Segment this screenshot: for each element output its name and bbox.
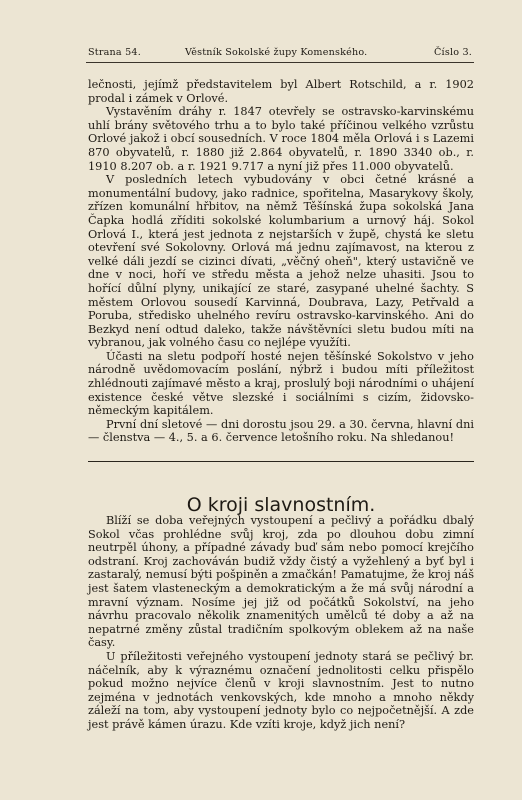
section-divider (88, 461, 474, 462)
article-title: O kroji slavnostním. (186, 493, 376, 516)
paragraph: U příležitosti veřejného vystoupení jednoty stará se pečlivý br. náčelník, aby k výraznému označení jednolitosti celku přispělo pokud možno nejvíce členů v kroji slavnostním. Jest to nutno zejména v jednotách venkovských, kde mnoho a mnoho někdy záleží na tom, aby vystoupení jednoty bylo co nejpočetnější. A zde jest právě kámen úrazu. Kde vzíti kroje, když jich není? (88, 649, 474, 731)
running-header (88, 47, 472, 63)
paragraph: lečnosti, jejímž představitelem byl Albert Rotschild, a r. 1902 prodal i zámek v Orlové. (88, 78, 474, 105)
paragraph: Vystavěním dráhy r. 1847 otevřely se ostravsko-karvinskému uhlí brány světového trhu a to bylo také příčinou velkého vzrůstu Orlové jakož i obcí sousedních. V roce 1804 měla Orlová i s Lazemi 870 obyvatelů, r. 1880 již 2.864 obyvatelů, r. 1890 3340 ob., r. 1910 8.207 ob. a r. 1921 9.717 a nyní již přes 11.000 obyvatelů. (88, 105, 474, 173)
article-body (88, 514, 474, 732)
paragraph: Blíží se doba veřejných vystoupení a pečlivý a pořádku dbalý Sokol včas prohlédne svůj kroj, zda po dlouhou dobu zimní neutrpěl úhony, a případné závady buď sám nebo pomocí krejčího odstraní. Kroj zachováván budiž vždy čistý a vyžehlený a byť byl i zastaralý, nemusí býti pošpiněn a zmačkán! Pamatujme, že kroj náš jest šatem vlasteneckým a demokratickým a že má svůj národní a mravní význam. Nosíme jej již od počátků Sokolství, na jeho návrhu pracovalo několik znamenitých umělců té doby a až na nepatrné změny zůstal tradičním spolkovým oblekem až na naše časy. (88, 514, 474, 650)
header-rule (86, 62, 474, 63)
paragraph: Účasti na sletu podpoří hosté nejen těšínské Sokolstvo v jeho národně uvědomovacím poslání, nýbrž i budou míti příležitost zhlédnouti zajímavé město a kraj, proslulý boji národními o uhájení existence české větve slezské i sociálními s cizím, židovsko-německým kapitálem. (88, 349, 474, 418)
journal-title: Věstník Sokolské župy Komenského. (185, 47, 368, 58)
paragraph: V posledních letech vybudovány v obci četné krásné a monumentální budovy, jako radnice, spořitelna, Masarykovy školy, zřízen komunální hřbitov, na němž Těšínská župa sokolská Jana Čapka hodlá zříditi sokolské kolumbarium a urnový háj. Sokol Orlová I., která jest jednota z nejstarších v župě, chystá ke sletu otevření své Sokolovny. Orlová má jednu zajímavost, na kterou z velké dáli jezdí se cizinci dívati, „věčný oheň", který ustavičně ve dne v noci, hoří ve středu města a jehož nelze uhasiti. Jsou to hořící důlní plyny, unikající ze staré, zasypané uhelné šachty. S městem Orlovou sousedí Karvinná, Doubrava, Lazy, Petřvald a Poruba, středisko uhelného revíru ostravsko-karvinského. Ani do Bezkyd není odtud daleko, takže návštěvníci sletu budou míti na vybranou, jak volného času co nejlépe využíti. (88, 173, 474, 350)
article-continuation (88, 78, 474, 445)
paragraph: První dní sletové — dni dorostu jsou 29. a 30. června, hlavní dni — členstva — 4., 5. a 6. července letošního roku. Na shledanou! (88, 417, 474, 445)
issue-number: Číslo 3. (434, 47, 472, 58)
page-number: Strana 54. (88, 47, 141, 58)
